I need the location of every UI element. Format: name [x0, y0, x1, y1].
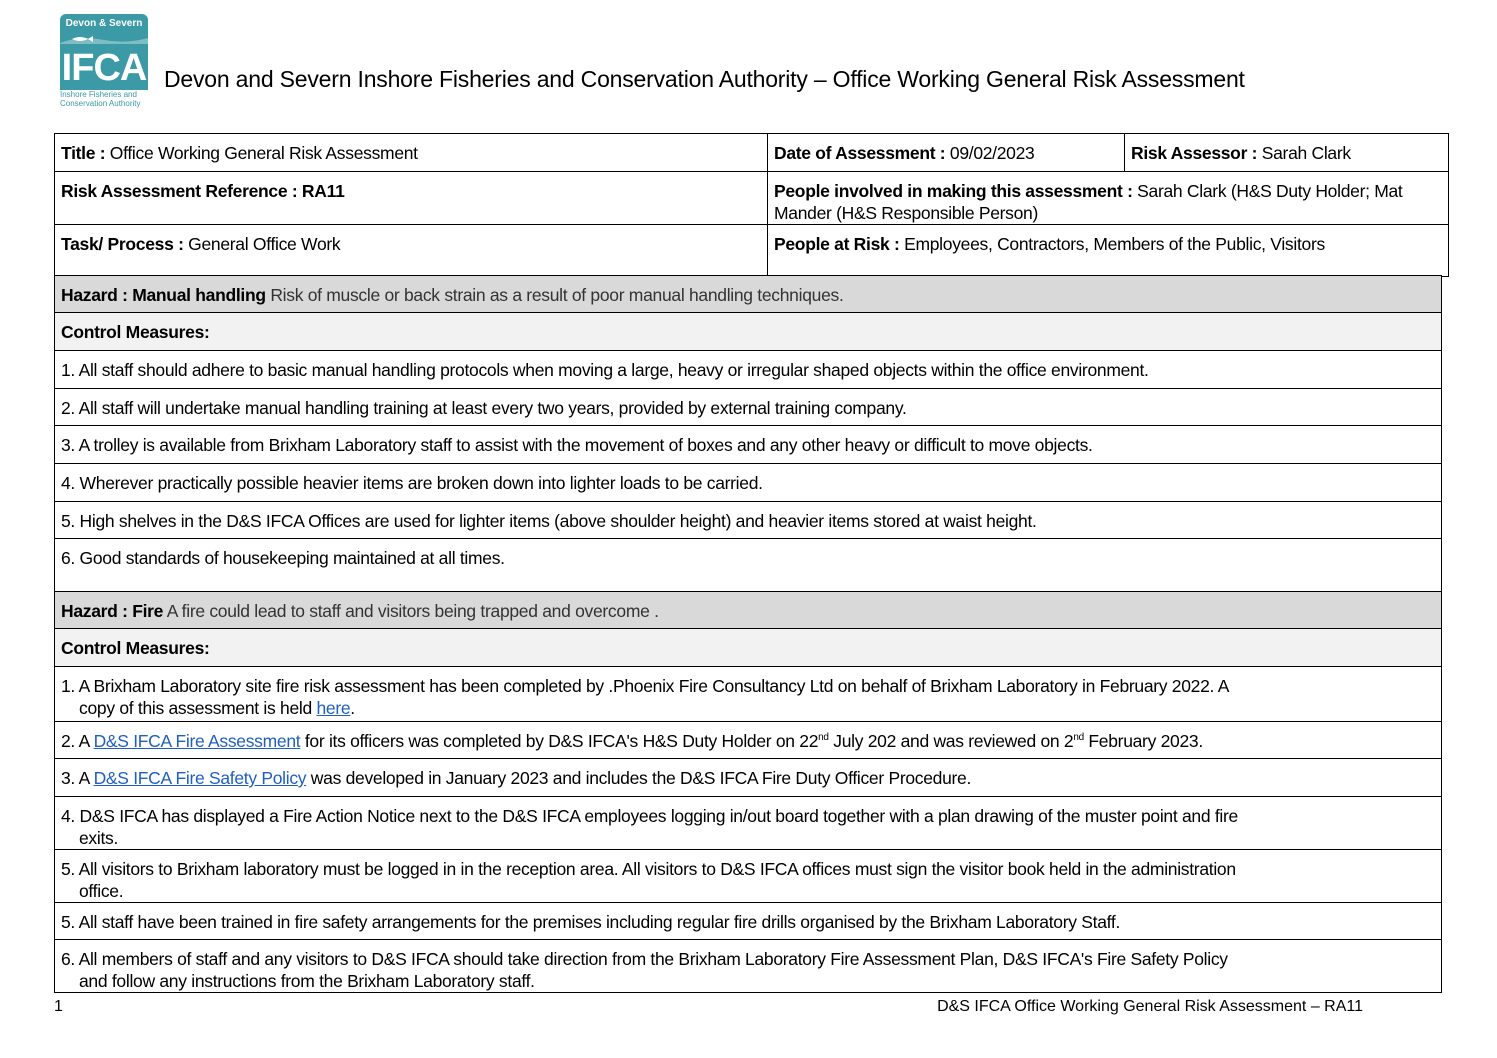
hazard-fire-table: [54, 591, 1442, 993]
document-title: Devon and Severn Inshore Fisheries and Conservation Authority – Office Working General Risk Assessment: [164, 66, 1245, 92]
assessor-cell: Risk Assessor : Sarah Clark: [1125, 134, 1449, 172]
footer-text: D&S IFCA Office Working General Risk Assessment – RA11: [937, 998, 1363, 1015]
date-cell: Date of Assessment : 09/02/2023: [768, 134, 1125, 172]
control-item: 1. All staff should adhere to basic manual handling protocols when moving a large, heavy or irregular shaped objects within the office environment.: [55, 351, 1442, 389]
control-measures-heading: Control Measures:: [55, 313, 1442, 351]
control-item: 3. A trolley is available from Brixham Laboratory staff to assist with the movement of boxes and any other heavy or difficult to move objects.: [55, 426, 1442, 464]
fire-safety-policy-link[interactable]: D&S IFCA Fire Safety Policy: [93, 768, 307, 788]
control-item: 5. All visitors to Brixham laboratory must be logged in in the reception area. All visitors to D&S IFCA offices must sign the visitor book held in the administration office.: [55, 850, 1442, 903]
control-item: 4. Wherever practically possible heavier items are broken down into lighter loads to be carried.: [55, 464, 1442, 502]
people-involved-cell: People involved in making this assessment : Sarah Clark (H&S Duty Holder; Mat Mander (H&S Responsible Person): [768, 172, 1449, 225]
control-item: 3. A D&S IFCA Fire Safety Policy was developed in January 2023 and includes the D&S IFCA Fire Duty Officer Procedure.: [55, 759, 1442, 797]
hazard-row: Hazard : Manual handling Risk of muscle or back strain as a result of poor manual handling techniques.: [55, 276, 1442, 313]
people-at-risk-cell: People at Risk : Employees, Contractors, Members of the Public, Visitors: [768, 225, 1449, 277]
control-item: 2. All staff will undertake manual handling training at least every two years, provided by external training company.: [55, 389, 1442, 426]
control-item: 5. All staff have been trained in fire safety arrangements for the premises including regular fire drills organised by the Brixham Laboratory Staff.: [55, 903, 1442, 940]
page-number: 1: [54, 998, 63, 1015]
control-item: 5. High shelves in the D&S IFCA Offices are used for lighter items (above shoulder height) and heavier items stored at waist height.: [55, 502, 1442, 539]
logo-top-text: Devon & Severn: [60, 14, 148, 34]
control-item: 6. All members of staff and any visitors to D&S IFCA should take direction from the Brixham Laboratory Fire Assessment Plan, D&S IFCA's Fire Safety Policy and follow any instructions from the Brixham Laboratory staff.: [55, 940, 1442, 993]
here-link[interactable]: here: [316, 698, 351, 718]
title-cell: Title : Office Working General Risk Assessment: [55, 134, 768, 172]
control-item: 6. Good standards of housekeeping maintained at all times.: [55, 539, 1442, 592]
hazard-row: Hazard : Fire A fire could lead to staff and visitors being trapped and overcome .: [55, 592, 1442, 629]
assessment-header-table: [54, 133, 1449, 277]
hazard-manual-handling-table: [54, 275, 1442, 592]
logo-main-text: IFCA: [61, 47, 147, 89]
fish-icon: [60, 34, 148, 44]
control-measures-heading: Control Measures:: [55, 629, 1442, 667]
logo-subtitle: Inshore Fisheries and Conservation Authority: [60, 90, 141, 108]
fire-assessment-link[interactable]: D&S IFCA Fire Assessment: [93, 731, 301, 751]
reference-cell: Risk Assessment Reference : RA11: [55, 172, 768, 225]
ifca-logo: [58, 14, 148, 110]
control-item: 4. D&S IFCA has displayed a Fire Action Notice next to the D&S IFCA employees logging in/out board together with a plan drawing of the muster point and fire exits.: [55, 797, 1442, 850]
control-item: 2. A D&S IFCA Fire Assessment for its officers was completed by D&S IFCA's H&S Duty Holder on 22nd July 202 and was reviewed on 2nd February 2023.: [55, 722, 1442, 759]
control-item: 1. A Brixham Laboratory site fire risk assessment has been completed by .Phoenix Fire Consultancy Ltd on behalf of Brixham Laboratory in February 2022. A copy of this assessment is held here.: [55, 667, 1442, 722]
task-cell: Task/ Process : General Office Work: [55, 225, 768, 277]
